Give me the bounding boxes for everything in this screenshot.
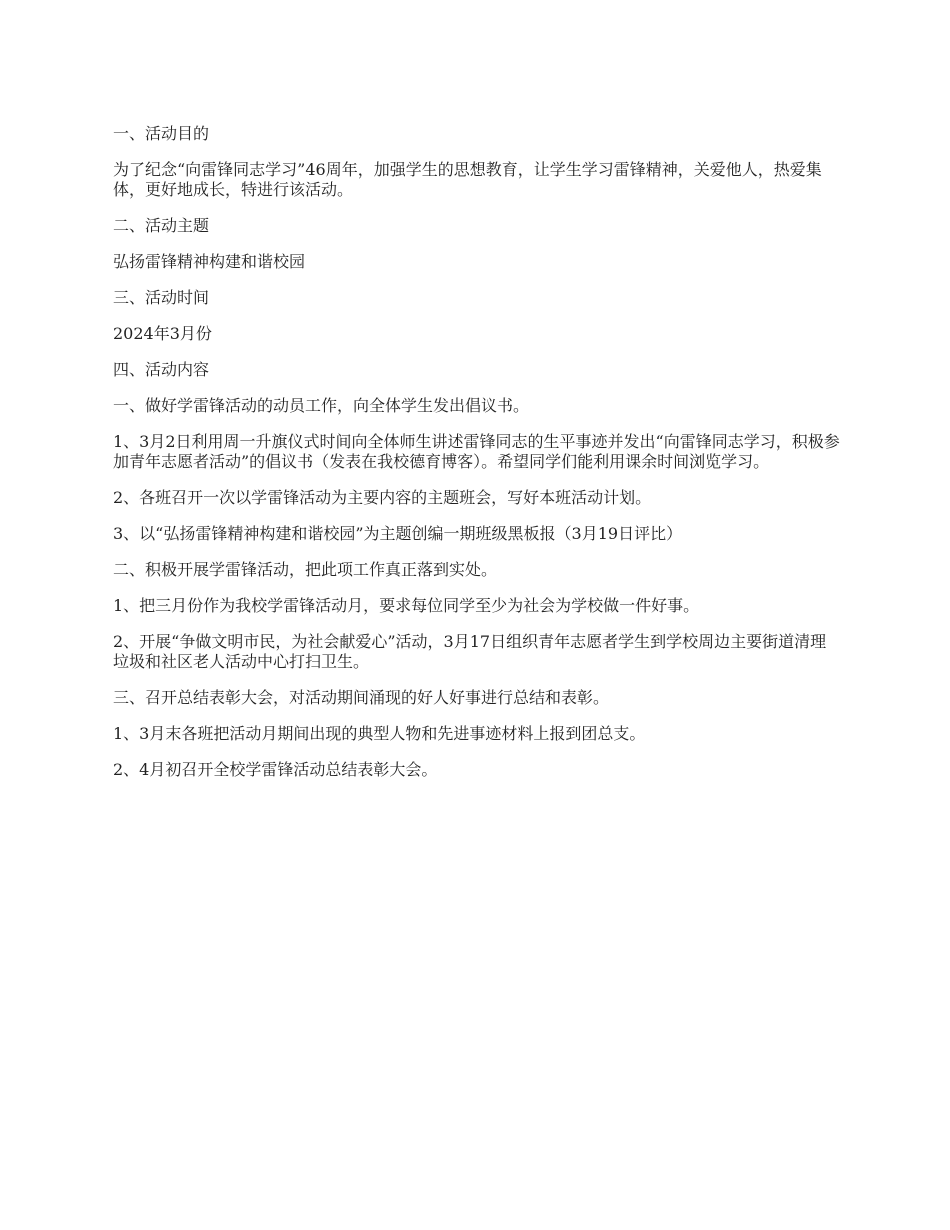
paragraph-time: 2024年3月份 (113, 324, 212, 343)
list-item: 1、3月末各班把活动月期间出现的典型人物和先进事迹材料上报到团总支。 (113, 724, 646, 743)
paragraph-purpose: 为了纪念“向雷锋同志学习”46周年，加强学生的思想教育，让学生学习雷锋精神，关爱他人，热爱集体，更好地成长，特进行该活动。 (113, 160, 822, 199)
list-item: 2、开展“争做文明市民，为社会献爱心”活动，3月17日组织青年志愿者学生到学校周边主要街道清理垃圾和社区老人活动中心打扫卫生。 (113, 632, 827, 671)
section-heading-theme: 二、活动主题 (113, 216, 210, 235)
section-heading-time: 三、活动时间 (113, 288, 210, 307)
subheading-activities: 二、积极开展学雷锋活动，把此项工作真正落到实处。 (113, 560, 498, 579)
list-item: 2、4月初召开全校学雷锋活动总结表彰大会。 (113, 760, 438, 779)
section-heading-content: 四、活动内容 (113, 360, 210, 379)
list-item: 3、以“弘扬雷锋精神构建和谐校园”为主题创编一期班级黑板报（3月19日评比） (113, 524, 683, 543)
subheading-mobilization: 一、做好学雷锋活动的动员工作，向全体学生发出倡议书。 (113, 396, 530, 415)
list-item: 1、3月2日利用周一升旗仪式时间向全体师生讲述雷锋同志的生平事迹并发出“向雷锋同志学习，积极参加青年志愿者活动”的倡议书（发表在我校德育博客）。希望同学们能利用课余时间浏览学习。 (113, 432, 840, 471)
list-item: 2、各班召开一次以学雷锋活动为主要内容的主题班会，写好本班活动计划。 (113, 488, 652, 507)
paragraph-theme: 弘扬雷锋精神构建和谐校园 (113, 252, 306, 271)
list-item: 1、把三月份作为我校学雷锋活动月，要求每位同学至少为社会为学校做一件好事。 (113, 596, 700, 615)
section-heading-purpose: 一、活动目的 (113, 124, 210, 143)
subheading-summary: 三、召开总结表彰大会，对活动期间涌现的好人好事进行总结和表彰。 (113, 688, 610, 707)
document-body (113, 124, 840, 796)
